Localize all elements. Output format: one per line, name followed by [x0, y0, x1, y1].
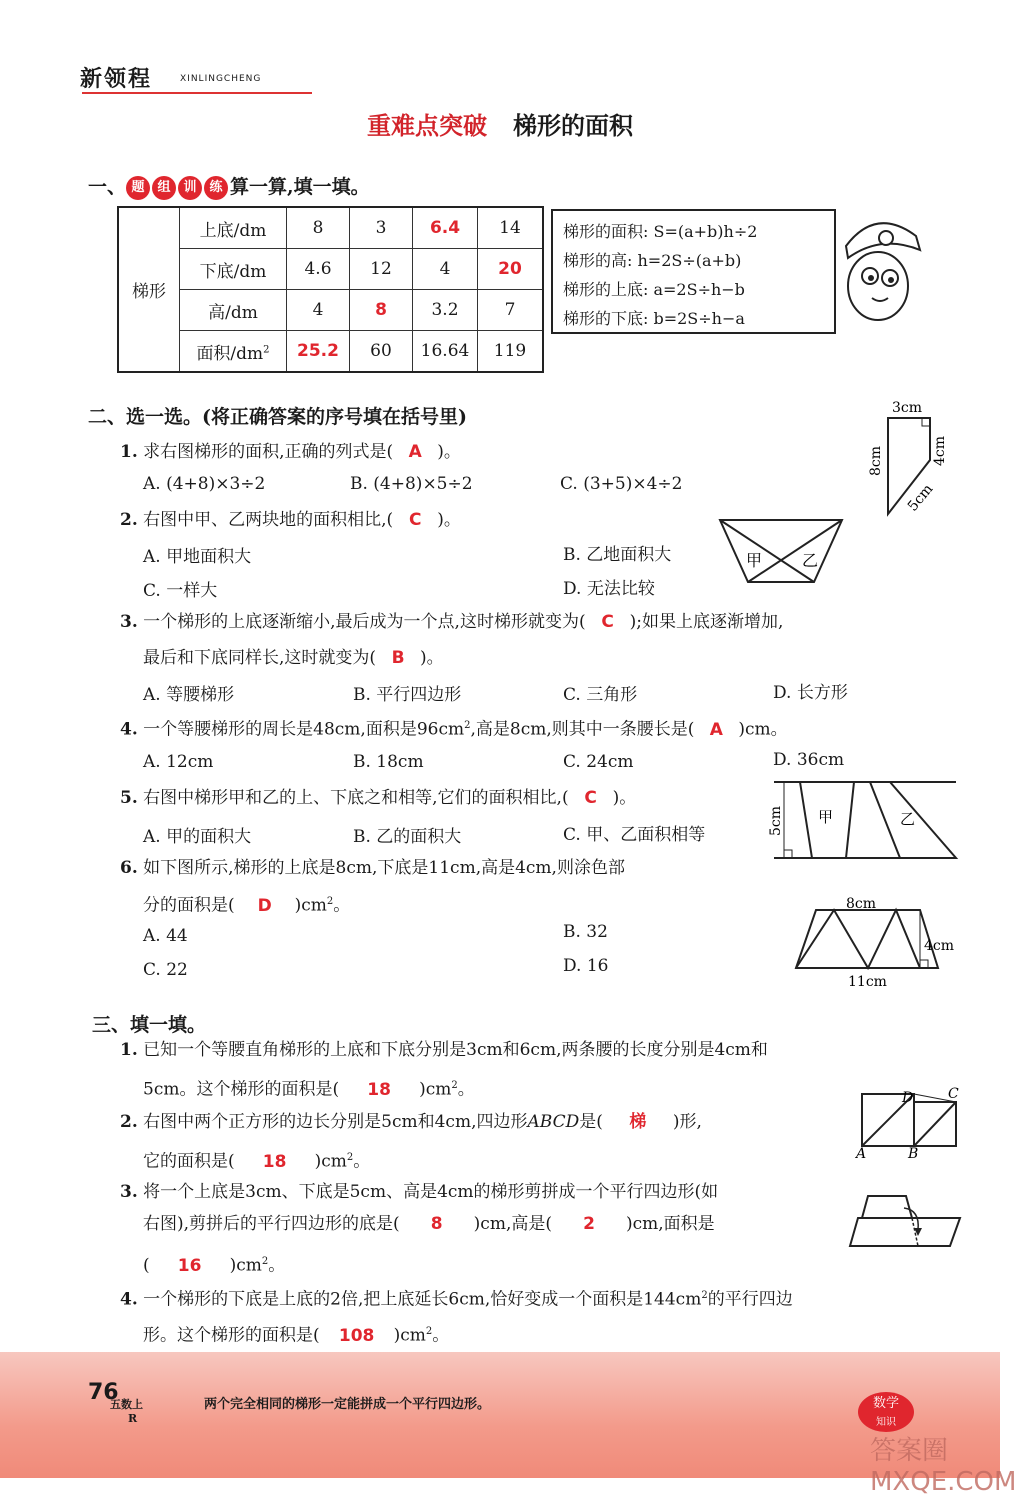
q-sup: 2	[346, 1152, 354, 1163]
q-text-end: )cm。	[738, 719, 788, 740]
page-title-black: 梯形的面积	[513, 111, 633, 140]
q-number: 3.	[120, 1182, 138, 1202]
section3-heading: 三、填一填。	[92, 1014, 207, 1036]
formula-bottom-base: 梯形的下底: b=2S÷h−a	[563, 309, 745, 328]
option-b: B. 乙地面积大	[563, 545, 672, 565]
answer-blank[interactable]: 16	[177, 1255, 202, 1276]
badge-3: 训	[178, 176, 202, 200]
q-text-mid: 是(	[579, 1112, 603, 1132]
grade-label	[110, 1396, 143, 1425]
q-text-period: 。	[432, 1325, 450, 1346]
fig6-height-label: 4cm	[924, 938, 955, 954]
q-text: 形。这个梯形的面积是(	[143, 1325, 320, 1346]
fig1-right-label: 4cm	[932, 435, 948, 466]
figure-squares	[850, 1080, 962, 1160]
fig5-label-b: 乙	[900, 810, 916, 828]
q-text: 右图),剪拼后的平行四边形的底是(	[143, 1214, 400, 1234]
label-d: D	[902, 1090, 914, 1106]
option-c: C. 三角形	[563, 685, 638, 705]
table-cell: 20	[478, 249, 544, 290]
q-text-end: )cm	[229, 1255, 262, 1276]
watermark: 答案圈 MXQE.COM	[870, 1436, 1016, 1497]
q-text-period: 。	[268, 1255, 286, 1276]
answer-blank[interactable]: C	[408, 510, 422, 530]
figure-cut-paste	[848, 1190, 964, 1254]
q-text: 求右图梯形的面积,正确的列式是(	[143, 442, 394, 462]
footer-tip: 两个完全相同的梯形一定能拼成一个平行四边形。	[204, 1397, 491, 1412]
answer-blank[interactable]: A	[709, 719, 723, 740]
table-cell: 8	[287, 207, 350, 249]
q2-5	[120, 786, 636, 810]
option-a: A. 等腰梯形	[143, 685, 235, 705]
q-text-end: )cm	[314, 1151, 347, 1172]
table-cell: 119	[478, 331, 544, 373]
q-number: 1.	[120, 442, 138, 462]
q-text-end: 的平行四边	[707, 1289, 793, 1310]
q2-3-line2	[143, 646, 444, 670]
q2-2	[120, 508, 461, 532]
q-text-period: 。	[353, 1151, 371, 1172]
q3-1	[120, 1038, 768, 1062]
q-text-end: )。	[437, 442, 461, 462]
q-text-end: )cm,面积是	[625, 1214, 715, 1234]
q3-4	[120, 1284, 793, 1312]
option-b: B. 乙的面积大	[353, 827, 462, 847]
fig6-bottom-label: 11cm	[848, 974, 887, 990]
badge-4: 练	[204, 176, 228, 200]
q-text: 分的面积是(	[143, 895, 235, 916]
option-a: A. 44	[143, 926, 188, 946]
fig6-top-label: 8cm	[846, 896, 877, 912]
fig2-label-a: 甲	[746, 551, 763, 570]
answer-blank[interactable]: D	[257, 895, 272, 916]
q-number: 2.	[120, 1112, 138, 1132]
option-a: A. 甲的面积大	[143, 827, 252, 847]
option-c: C. 甲、乙面积相等	[563, 825, 706, 845]
q-text: 最后和下底同样长,这时就变为(	[143, 648, 377, 668]
q3-1-line2	[143, 1074, 475, 1102]
q-sup: 2	[464, 720, 471, 731]
q-sup: 2	[425, 1326, 433, 1337]
table-cell: 7	[478, 290, 544, 331]
row-label: 高/dm	[180, 290, 287, 331]
option-d: D. 无法比较	[563, 579, 655, 599]
option-a: A. (4+8)×3÷2	[143, 474, 266, 494]
q-text-end: )形,	[672, 1112, 702, 1132]
edition-text: R	[128, 1412, 138, 1425]
q3-3-line2	[143, 1212, 715, 1236]
q2-3	[120, 610, 783, 634]
q-sup: 2	[261, 1256, 269, 1267]
q-text-end: )cm	[419, 1079, 452, 1100]
q-text: (	[143, 1255, 150, 1276]
section1-number: 一、	[88, 176, 127, 198]
q-sup: 2	[326, 896, 334, 907]
q-text: 一个等腰梯形的周长是48cm,面积是96cm	[143, 719, 465, 740]
grade-text: 五数上	[110, 1398, 143, 1411]
q-text-end: )cm	[294, 895, 327, 916]
q-text-mid: );如果上底逐渐增加,	[629, 612, 784, 632]
section2-heading: 二、选一选。(将正确答案的序号填在括号里)	[88, 406, 467, 428]
option-c: C. 一样大	[143, 581, 218, 601]
answer-blank[interactable]: A	[408, 442, 422, 462]
q2-1	[120, 440, 461, 464]
answer-blank[interactable]: C	[584, 788, 597, 808]
answer-blank[interactable]: 梯	[629, 1112, 647, 1132]
label-a: A	[856, 1146, 867, 1162]
q3-2-line2	[143, 1146, 370, 1174]
footer-band	[0, 1352, 1000, 1478]
brand-logo: 新领程	[80, 66, 153, 92]
option-d: D. 16	[563, 956, 609, 976]
q-text-period: 。	[457, 1079, 475, 1100]
q3-4-line2	[143, 1320, 449, 1348]
option-b: B. (4+8)×5÷2	[350, 474, 473, 494]
table-cell: 6.4	[413, 207, 478, 249]
brand-underline	[82, 92, 312, 94]
q-number: 4.	[120, 719, 138, 740]
subject-badge	[858, 1392, 914, 1432]
option-b: B. 平行四边形	[353, 685, 462, 705]
answer-blank[interactable]: 108	[338, 1325, 375, 1346]
fig1-top-label: 3cm	[892, 400, 923, 416]
table-cell: 60	[350, 331, 413, 373]
option-c: C. 22	[143, 960, 188, 980]
answer-blank[interactable]: C	[601, 612, 614, 632]
q-text-end: )cm	[393, 1325, 426, 1346]
formula-height: 梯形的高: h=2S÷(a+b)	[563, 251, 742, 270]
q-text-mid: )cm,高是(	[473, 1214, 552, 1234]
q-sup: 2	[701, 1290, 708, 1301]
page-title	[0, 106, 1000, 141]
table-cell: 16.64	[413, 331, 478, 373]
brand-pinyin: XINLINGCHENG	[180, 74, 262, 84]
q-text: 右图中两个正方形的边长分别是5cm和4cm,四边形	[143, 1112, 528, 1132]
fig1-left-label: 8cm	[868, 445, 884, 476]
answer-blank[interactable]: B	[391, 648, 405, 668]
figure-trapezoid-6	[790, 896, 962, 990]
q-text: 5cm。这个梯形的面积是(	[143, 1079, 340, 1100]
q-text-end: )。	[420, 648, 444, 668]
subject-text-2: 知识	[876, 1417, 896, 1428]
q-text: 一个梯形的上底逐渐缩小,最后成为一个点,这时梯形就变为(	[143, 612, 586, 632]
q2-4	[120, 714, 788, 742]
q-text: 一个梯形的下底是上底的2倍,把上底延长6cm,恰好变成一个面积是144cm	[143, 1289, 702, 1310]
q2-6-line2	[143, 890, 350, 918]
q-number: 1.	[120, 1040, 138, 1060]
q-text: 它的面积是(	[143, 1151, 235, 1172]
q-text-period: 。	[333, 895, 351, 916]
page-number: 76	[88, 1380, 119, 1405]
q-abcd: ABCD	[527, 1112, 580, 1132]
q3-2	[120, 1110, 702, 1134]
q-sup: 2	[451, 1080, 458, 1091]
option-a: A. 12cm	[143, 752, 214, 772]
q-number: 5.	[120, 788, 138, 808]
figure-trapezoid-2	[716, 514, 846, 586]
table-cell: 4	[287, 290, 350, 331]
option-d: D. 36cm	[773, 750, 845, 770]
q-text-mid: ,高是8cm,则其中一条腰长是(	[470, 719, 695, 740]
table-cell: 3.2	[413, 290, 478, 331]
formula-top-base: 梯形的上底: a=2S÷h−b	[563, 280, 745, 299]
row-label-area	[180, 331, 287, 373]
option-c: C. (3+5)×4÷2	[560, 474, 683, 494]
cartoon-mascot-icon	[836, 206, 926, 336]
option-a: A. 甲地面积大	[143, 547, 252, 567]
formula-area: 梯形的面积: S=(a+b)h÷2	[563, 222, 758, 241]
fig1-slant-label: 5cm	[904, 481, 937, 515]
table-cell: 4	[413, 249, 478, 290]
subject-text: 数学	[872, 1396, 899, 1411]
table-cell: 4.6	[287, 249, 350, 290]
label-c: C	[948, 1086, 959, 1102]
q-text: 将一个上底是3cm、下底是5cm、高是4cm的梯形剪拼成一个平行四边形(如	[143, 1182, 719, 1202]
q-text: 右图中甲、乙两块地的面积相比,(	[143, 510, 394, 530]
q-number: 3.	[120, 612, 138, 632]
q-number: 2.	[120, 510, 138, 530]
table-cell: 3	[350, 207, 413, 249]
area-sup: 2	[263, 343, 270, 355]
q3-3-line3	[143, 1250, 285, 1278]
badge-2: 组	[152, 176, 176, 200]
table-cell: 25.2	[287, 331, 350, 373]
q-number: 6.	[120, 858, 138, 878]
row-label: 下底/dm	[180, 249, 287, 290]
option-b: B. 32	[563, 922, 608, 942]
option-d: D. 长方形	[773, 683, 848, 703]
area-label: 面积/dm	[196, 343, 264, 364]
q-number: 4.	[120, 1289, 138, 1310]
table-cell: 14	[478, 207, 544, 249]
answer-blank[interactable]: 18	[262, 1151, 287, 1172]
table-cell: 8	[350, 290, 413, 331]
fig5-label-a: 甲	[818, 808, 834, 826]
answer-blank[interactable]: 8	[430, 1214, 443, 1234]
figure-trapezoid-1	[862, 396, 962, 520]
option-b: B. 18cm	[353, 752, 424, 772]
fig5-height-label: 5cm	[768, 805, 784, 836]
section1-title: 算一算,填一填。	[230, 176, 370, 198]
answer-blank[interactable]: 18	[367, 1079, 391, 1100]
row-label: 上底/dm	[180, 207, 287, 249]
row-group-label: 梯形	[118, 207, 180, 372]
q-text: 右图中梯形甲和乙的上、下底之和相等,它们的面积相比,(	[143, 788, 569, 808]
q-text-end: )。	[437, 510, 461, 530]
section1-heading	[88, 172, 370, 200]
q-text-end: )。	[612, 788, 637, 808]
table-cell: 12	[350, 249, 413, 290]
calc-table	[117, 206, 544, 373]
label-b: B	[908, 1146, 919, 1162]
q3-3	[120, 1180, 718, 1204]
q2-6	[120, 856, 625, 880]
badge-1: 题	[126, 176, 150, 200]
figure-trapezoid-5	[770, 776, 960, 866]
q-text: 如下图所示,梯形的上底是8cm,下底是11cm,高是4cm,则涂色部	[143, 858, 625, 878]
fig2-label-b: 乙	[802, 551, 819, 570]
q-text: 已知一个等腰直角梯形的上底和下底分别是3cm和6cm,两条腰的长度分别是4cm和	[143, 1040, 768, 1060]
option-c: C. 24cm	[563, 752, 634, 772]
answer-blank[interactable]: 2	[583, 1214, 595, 1234]
formula-box	[551, 209, 836, 334]
page-title-red: 重难点突破	[367, 111, 487, 140]
